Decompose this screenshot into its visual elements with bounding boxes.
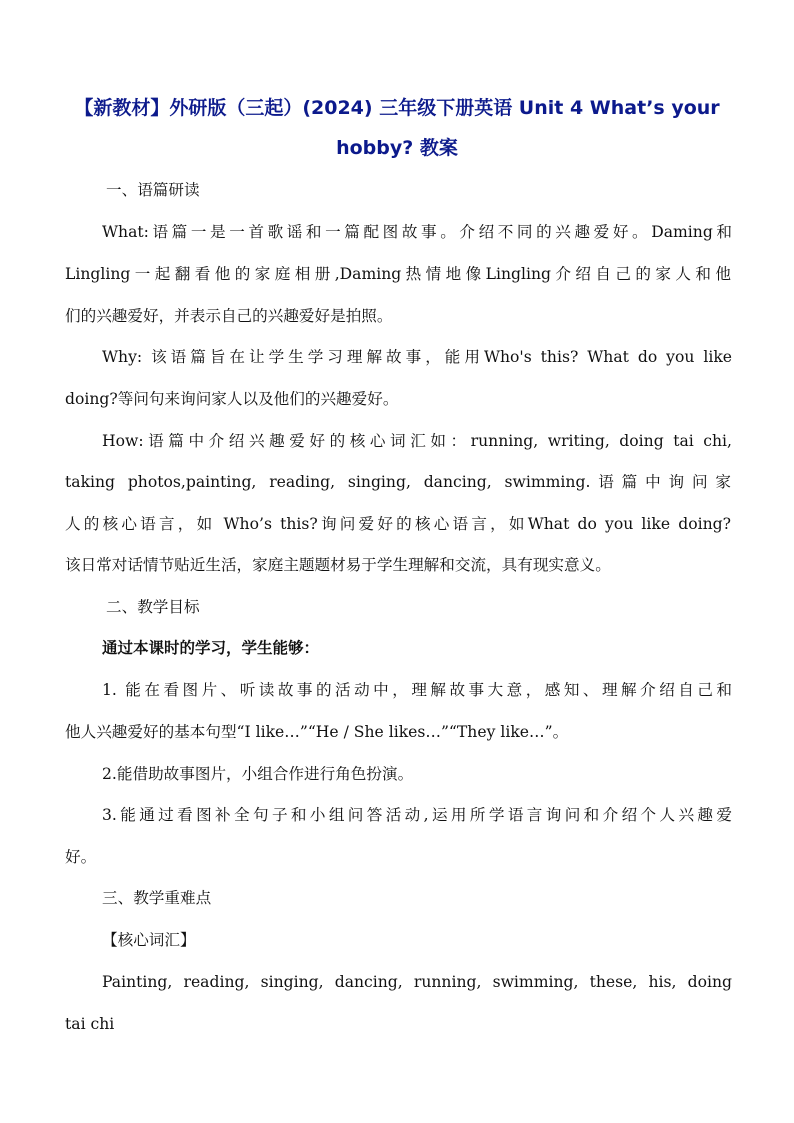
goal-1-line-1: 1. 能在看图片、听读故事的活动中，理解故事大意，感知、理解介绍自己和 [102,681,732,699]
vocabulary-line-1: Painting, reading, singing, dancing, running, swimming, these, his, doing [102,973,732,991]
what-paragraph-line-2: Lingling一起翻看他的家庭相册,Daming热情地像Lingling介绍自己的家人和他 [65,265,731,283]
goal-3-line-1: 3.能通过看图补全句子和小组问答活动,运用所学语言询问和介绍个人兴趣爱 [102,806,732,824]
why-paragraph-line-1: Why: 该语篇旨在让学生学习理解故事，能用Who's this? What do you like [102,348,732,366]
what-paragraph-line-3: 们的兴趣爱好，并表示自己的兴趣爱好是拍照。 [65,307,393,325]
goal-2: 2.能借助故事图片，小组合作进行角色扮演。 [102,765,414,783]
what-paragraph-line-1: What:语篇一是一首歌谣和一篇配图故事。介绍不同的兴趣爱好。Daming和 [102,223,732,241]
document-title: 【新教材】外研版（三起）(2024) 三年级下册英语 Unit 4 What’s your hobby? 教案 [74,97,720,159]
how-paragraph-line-4: 该日常对话情节贴近生活，家庭主题题材易于学生理解和交流，具有现实意义。 [65,556,611,574]
section2-heading: 二、教学目标 [106,598,200,616]
section3-heading: 三、教学重难点 [102,889,212,907]
how-paragraph-line-3: 人的核心语言，如 Who’s this?询问爱好的核心语言，如What do you like doing? [65,515,731,533]
how-paragraph-line-2: taking photos,painting, reading, singing, dancing, swimming.语篇中询问家 [65,473,731,491]
vocabulary-line-2: tai chi [65,1015,115,1033]
goal-1-line-2: 他人兴趣爱好的基本句型“I like…”“He / She likes…”“They like…”。 [65,723,569,741]
section1-heading: 一、语篇研读 [106,181,200,199]
goal-3-line-2: 好。 [65,848,97,866]
why-paragraph-line-2: doing?等问句来询问家人以及他们的兴趣爱好。 [65,390,399,408]
goals-intro: 通过本课时的学习，学生能够： [102,639,320,657]
how-paragraph-line-1: How:语篇中介绍兴趣爱好的核心词汇如：running, writing, doing tai chi, [102,432,732,450]
core-vocabulary-heading: 【核心词汇】 [102,931,196,949]
